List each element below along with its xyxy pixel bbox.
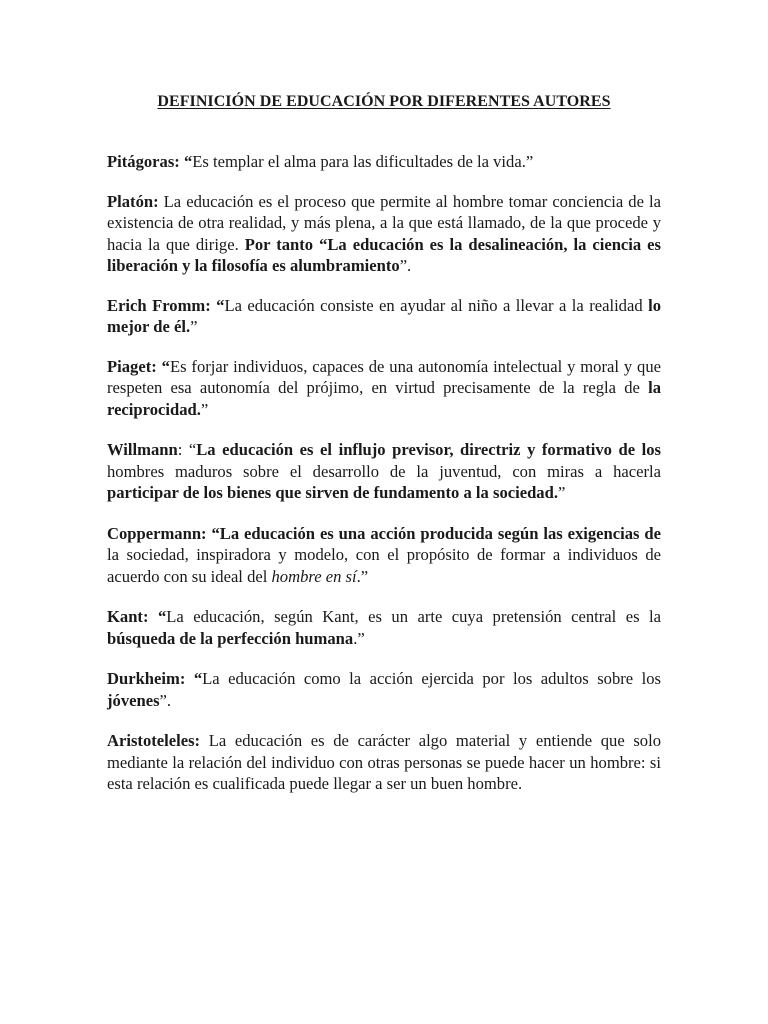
entry-text: La educación es el proceso que permite al hombre tomar conciencia de la existencia de otra realidad, y más plena, a la que está llamado, de la que procede y hacia la que dirige. — [107, 191, 661, 254]
entry-bold-text: La educación es el influjo previsor, directriz y formativo de los — [196, 440, 662, 459]
author-name: Coppermann: — [107, 523, 207, 543]
quote-text: Es templar el alma para las dificultades de la vida. — [192, 152, 526, 171]
author-name: Aristoteleles: — [107, 731, 201, 750]
entry-bold-text: lo mejor de él. — [107, 295, 661, 336]
entry-text: La educación como la acción ejercida por los adultos sobre los — [202, 669, 661, 688]
entry-text: la sociedad, inspiradora y modelo, con el propósito de formar a individuos de acuerdo con su ideal del — [107, 545, 661, 586]
quote-mark: ” — [190, 317, 198, 336]
quote-mark: ”. — [159, 690, 172, 710]
entry-pitagoras — [107, 151, 661, 173]
page-title: DEFINICIÓN DE EDUCACIÓN POR DIFERENTES AUTORES — [157, 93, 611, 110]
entry-erich-fromm — [107, 295, 661, 338]
quote-mark: .” — [356, 566, 369, 586]
entry-bold-text: jóvenes — [107, 690, 160, 710]
entry-kant — [107, 606, 661, 649]
quote-mark: “ — [148, 607, 167, 626]
author-name: Kant: — [107, 607, 149, 626]
author-name: Erich Fromm: — [107, 295, 211, 315]
author-name: Platón: — [107, 191, 159, 211]
quote-mark: “ — [156, 356, 170, 376]
entry-text: La educación consiste en ayudar al niño a llevar a la realidad — [224, 295, 649, 315]
author-name: Piaget: — [107, 356, 157, 376]
entry-bold-text: la reciprocidad. — [107, 378, 661, 419]
quote-mark: ” — [200, 399, 209, 419]
entry-text: hombres maduros sobre el desarrollo de la juventud, con miras a hacerla — [107, 461, 661, 481]
quote-mark: ” — [525, 152, 534, 171]
entry-piaget — [107, 356, 661, 421]
entry-coppermann — [107, 523, 661, 588]
quote-mark: “ — [206, 523, 220, 543]
entry-text: La educación, según Kant, es un arte cuya pretensión central es la — [166, 607, 661, 626]
entry-text: La educación es de carácter algo material y entiende que solo mediante la relación del individuo con otras personas se puede hacer un hombre: si esta relación es cualificada puede llegar a ser un buen hombre. — [107, 731, 661, 793]
author-name: Pitágoras: — [107, 152, 180, 171]
entry-willmann — [107, 439, 661, 504]
entry-bold-text: La educación es una acción producida según las exigencias de — [219, 523, 661, 543]
quote-mark: “ — [185, 669, 203, 688]
entry-durkheim — [107, 668, 661, 711]
quote-mark: .” — [353, 628, 365, 648]
entry-bold-text: Por tanto “La educación es la desalineación, la ciencia es liberación y la filosofía es alumbramiento — [107, 234, 662, 275]
document-page — [107, 92, 661, 814]
entry-text: Es forjar individuos, capaces de una autonomía intelectual y moral y que respeten esa autonomía del prójimo, en virtud precisamente de la regla de — [107, 356, 661, 397]
quote-mark: : “ — [177, 440, 197, 459]
author-name: Durkheim: — [107, 669, 186, 688]
entry-platon — [107, 191, 661, 277]
quote-mark: “ — [210, 295, 225, 315]
entry-bold-text: búsqueda de la perfección humana — [107, 628, 354, 648]
quote-mark: “ — [179, 152, 193, 171]
entry-bold-text: participar de los bienes que sirven de fundamento a la sociedad. — [107, 483, 558, 502]
quote-mark: ”. — [399, 256, 412, 275]
entry-aristoteles — [107, 730, 661, 795]
entry-italic-text: hombre en sí — [271, 566, 357, 586]
author-name: Willmann — [107, 440, 178, 459]
quote-mark: ” — [557, 483, 566, 502]
